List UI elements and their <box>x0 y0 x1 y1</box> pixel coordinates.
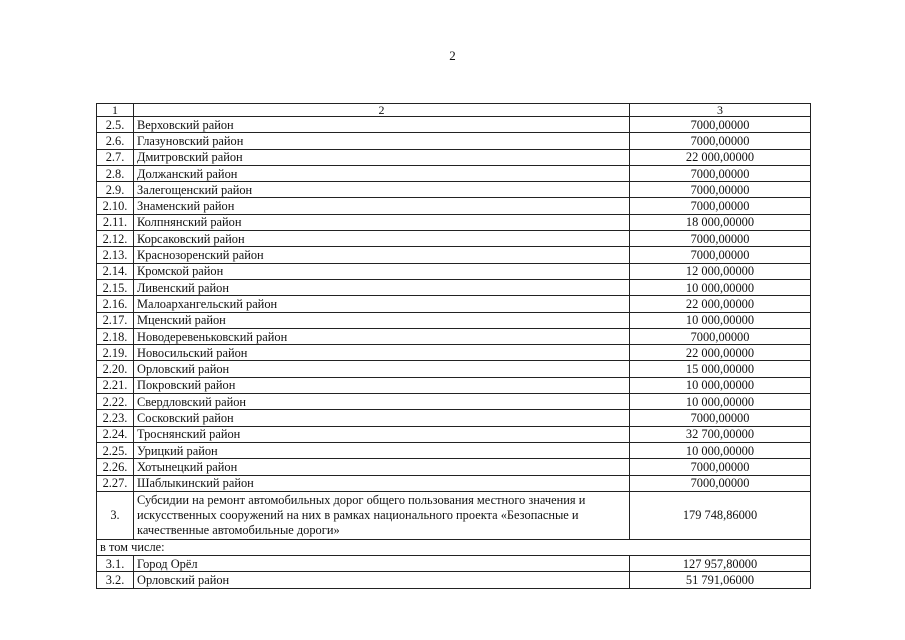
table-row <box>97 198 811 214</box>
table-row <box>97 572 811 588</box>
table-row <box>97 361 811 377</box>
district-name: Город Орёл <box>134 556 630 572</box>
amount-value: 18 000,00000 <box>630 214 811 230</box>
table-row <box>97 149 811 165</box>
district-name: Дмитровский район <box>134 149 630 165</box>
row-number: 2.24. <box>97 426 134 442</box>
district-name: Покровский район <box>134 377 630 393</box>
amount-value: 7000,00000 <box>630 231 811 247</box>
amount-value: 10 000,00000 <box>630 279 811 295</box>
amount-value: 7000,00000 <box>630 165 811 181</box>
table-row <box>97 182 811 198</box>
district-name: Новодеревеньковский район <box>134 328 630 344</box>
district-name: Урицкий район <box>134 442 630 458</box>
table-row <box>97 247 811 263</box>
row-number: 2.7. <box>97 149 134 165</box>
row-number: 2.15. <box>97 279 134 295</box>
row-number: 2.16. <box>97 296 134 312</box>
table-row <box>97 214 811 230</box>
subsidy-table <box>96 103 811 589</box>
table-row <box>97 133 811 149</box>
amount-value: 22 000,00000 <box>630 149 811 165</box>
amount-value: 22 000,00000 <box>630 345 811 361</box>
row-number: 2.22. <box>97 394 134 410</box>
page-number: 2 <box>449 48 456 63</box>
section-3-row <box>97 491 811 539</box>
table-row <box>97 475 811 491</box>
amount-value: 7000,00000 <box>630 247 811 263</box>
district-name: Знаменский район <box>134 198 630 214</box>
district-name: Глазуновский район <box>134 133 630 149</box>
amount-value: 7000,00000 <box>630 328 811 344</box>
amount-value: 10 000,00000 <box>630 394 811 410</box>
header-col-3: 3 <box>630 104 811 117</box>
district-name: Троснянский район <box>134 426 630 442</box>
district-name: Ливенский район <box>134 279 630 295</box>
district-name: Новосильский район <box>134 345 630 361</box>
amount-value: 12 000,00000 <box>630 263 811 279</box>
row-number: 2.18. <box>97 328 134 344</box>
row-number: 2.10. <box>97 198 134 214</box>
table-row <box>97 459 811 475</box>
header-col-2: 2 <box>134 104 630 117</box>
table-row <box>97 312 811 328</box>
table-row <box>97 556 811 572</box>
row-number: 2.12. <box>97 231 134 247</box>
district-name: Краснозоренский район <box>134 247 630 263</box>
district-name: Кромской район <box>134 263 630 279</box>
row-number: 2.17. <box>97 312 134 328</box>
row-number: 3.2. <box>97 572 134 588</box>
amount-value: 179 748,86000 <box>630 491 811 539</box>
row-number: 2.25. <box>97 442 134 458</box>
row-number: 2.9. <box>97 182 134 198</box>
amount-value: 7000,00000 <box>630 475 811 491</box>
amount-value: 10 000,00000 <box>630 442 811 458</box>
section-3-description: Субсидии на ремонт автомобильных дорог общего пользования местного значения и искусственных сооружений на них в рамках национального проекта «Безопасные и качественные автомобильные дороги» <box>134 491 630 539</box>
amount-value: 10 000,00000 <box>630 312 811 328</box>
row-number: 2.6. <box>97 133 134 149</box>
amount-value: 7000,00000 <box>630 133 811 149</box>
row-number: 3.1. <box>97 556 134 572</box>
district-name: Мценский район <box>134 312 630 328</box>
district-name: Должанский район <box>134 165 630 181</box>
table-row <box>97 231 811 247</box>
row-number: 2.11. <box>97 214 134 230</box>
amount-value: 127 957,80000 <box>630 556 811 572</box>
header-row <box>97 104 811 117</box>
amount-value: 10 000,00000 <box>630 377 811 393</box>
district-name: Верховский район <box>134 117 630 133</box>
row-number: 2.26. <box>97 459 134 475</box>
district-name: Корсаковский район <box>134 231 630 247</box>
amount-value: 7000,00000 <box>630 410 811 426</box>
table-row <box>97 442 811 458</box>
row-number: 2.27. <box>97 475 134 491</box>
district-name: Малоархангельский район <box>134 296 630 312</box>
district-name: Свердловский район <box>134 394 630 410</box>
row-number: 2.5. <box>97 117 134 133</box>
row-number: 3. <box>97 491 134 539</box>
table-row <box>97 345 811 361</box>
table-row <box>97 377 811 393</box>
amount-value: 32 700,00000 <box>630 426 811 442</box>
row-number: 2.13. <box>97 247 134 263</box>
amount-value: 22 000,00000 <box>630 296 811 312</box>
amount-value: 15 000,00000 <box>630 361 811 377</box>
table-row <box>97 296 811 312</box>
table-row <box>97 426 811 442</box>
table-row <box>97 279 811 295</box>
row-number: 2.14. <box>97 263 134 279</box>
district-name: Орловский район <box>134 572 630 588</box>
amount-value: 7000,00000 <box>630 182 811 198</box>
district-name: Залегощенский район <box>134 182 630 198</box>
district-name: Сосковский район <box>134 410 630 426</box>
amount-value: 7000,00000 <box>630 198 811 214</box>
row-number: 2.20. <box>97 361 134 377</box>
amount-value: 7000,00000 <box>630 117 811 133</box>
row-number: 2.19. <box>97 345 134 361</box>
row-number: 2.21. <box>97 377 134 393</box>
table-row <box>97 328 811 344</box>
table-row <box>97 165 811 181</box>
amount-value: 7000,00000 <box>630 459 811 475</box>
including-row <box>97 539 811 555</box>
district-name: Шаблыкинский район <box>134 475 630 491</box>
amount-value: 51 791,06000 <box>630 572 811 588</box>
table-row <box>97 410 811 426</box>
row-number: 2.23. <box>97 410 134 426</box>
table-row <box>97 117 811 133</box>
header-col-1: 1 <box>97 104 134 117</box>
district-name: Хотынецкий район <box>134 459 630 475</box>
table-row <box>97 394 811 410</box>
district-name: Колпнянский район <box>134 214 630 230</box>
row-number: 2.8. <box>97 165 134 181</box>
table-row <box>97 263 811 279</box>
district-name: Орловский район <box>134 361 630 377</box>
including-label: в том числе: <box>97 539 811 555</box>
